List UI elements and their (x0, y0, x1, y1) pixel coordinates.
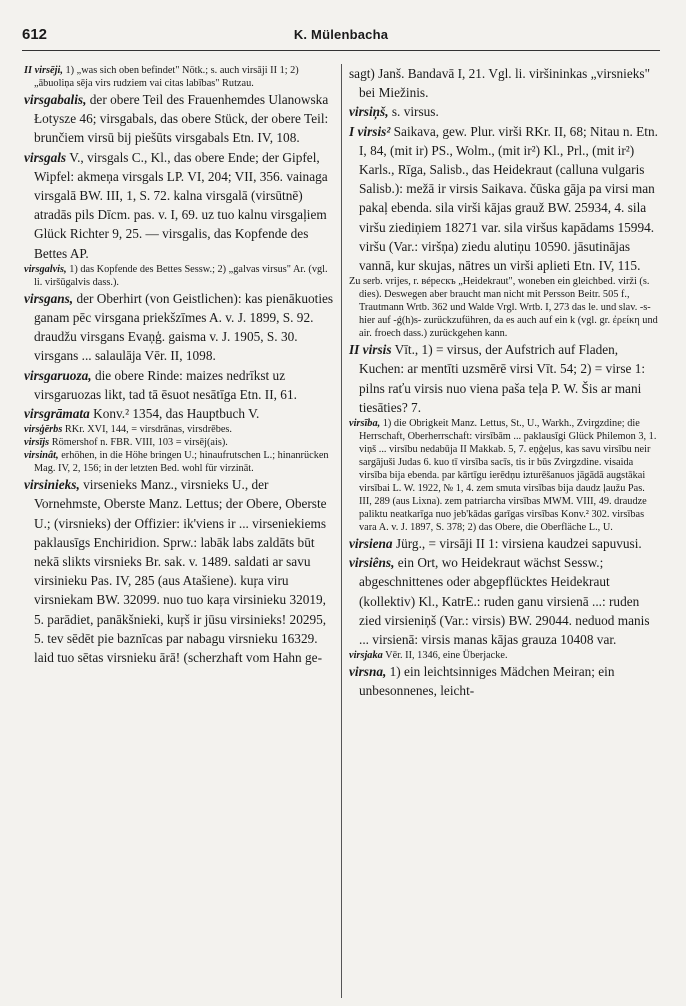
entry-text: 1) das Kopfende des Bettes Sessw.; 2) „galvas virsus" Ar. (vgl. li. viršūgalvis dass.). (34, 263, 328, 288)
entry-text: Römershof n. FBR. VIII, 103 = virsēj(ais). (51, 437, 228, 449)
entry-headword: virsgals (24, 149, 67, 165)
dictionary-entry (24, 475, 334, 667)
dictionary-entry (349, 553, 659, 649)
dictionary-entry (349, 102, 659, 121)
entry-text: Jürg., = virsāji II 1: virsiena kaudzei sapuvusi. (395, 536, 642, 552)
dictionary-entry (349, 662, 659, 700)
entry-headword: virsība, (349, 418, 381, 430)
entry-headword: virsgrāmata (24, 406, 90, 422)
dictionary-entry (24, 148, 334, 263)
entry-headword: virsiêns, (349, 555, 395, 571)
two-column-body (24, 64, 662, 998)
entry-headword: virsgaruoza, (24, 367, 92, 383)
entry-headword: virsgalvis, (24, 263, 67, 275)
dictionary-entry (24, 423, 334, 436)
entry-headword: virsījs (24, 437, 50, 449)
column-divider (341, 64, 342, 998)
entry-headword: virsjaka (349, 650, 383, 662)
entry-headword: virsģērbs (24, 424, 63, 436)
entry-text: s. virsus. (391, 104, 439, 120)
entry-text: Konv.² 1354, das Hauptbuch V. (93, 406, 260, 422)
dictionary-entry (349, 64, 659, 102)
page-number: 612 (22, 26, 48, 43)
entry-headword: II virsis (349, 342, 392, 358)
entry-headword: virsiena (349, 536, 393, 552)
entry-headword: I virsis² (349, 123, 391, 139)
entry-text: V., virsgals C., Kl., das obere Ende; der Gipfel, Wipfel: akmeņa virsgals LP. VI, 204; VII, 356. vainaga virsgalā BW. III, 1, S. 72. kalna virsgalā (virsūtnē) atradās pils Dīcm. pas. v. I, 69. uz tuo kalnu virsgaļiem Glück Richter 9, 25. — virsgalis, das Kopfende des Bettes AP. (34, 149, 328, 261)
dictionary-entry (24, 64, 334, 90)
right-column (349, 64, 659, 701)
dictionary-entry (24, 263, 334, 289)
entry-text: der Oberhirt (von Geistlichen): kas pienākuoties ganam pēc virsgana priekšzīmes A. v. J. 1899, S. 92. draudžu virsgans Evaņģ. gaisma v. J. 1905, S. 30. virsgans ... salaulāja Vēr. II, 1098. (34, 290, 334, 364)
left-column (24, 64, 334, 667)
entry-text: der obere Teil des Frauenhemdes Ulanowska Łotysze 46; virsgabals, das obere Stück, der obere Teil: brunčiem virsū bij piešūts virsgabals Etn. IV, 108. (34, 92, 329, 146)
entry-headword: virsiņš, (349, 104, 389, 120)
dictionary-entry (24, 366, 334, 404)
dictionary-entry (24, 449, 334, 475)
entry-text: 1) die Obrigkeit Manz. Lettus, St., U., Warkh., Zvirgzdine; die Herrschaft, Oberherrschaft: virsībām ... paklausīgi Glück Philemon 3, 1. viņš ... virsību nedabūja II Makkab. 5, 7. eņģeļus, kas savu virsību neir sargājuši Judas 6. kuo tī virsība sacīs, tis ir būs Zvirgzdine. visaida virsība bija ebenda. par kārtīgu ierēdņu izturēšanuos jāgādā augstākai virsībai L. W. 1922, № 1, 4. zem smuta virsības bija daudz ļaužu Pas. III, 289 (aus Lixna). zem patriarcha virsības MWM. VIII, 49. draudze paliktu neatkarīga nuo jeb'kādas garīgas virsības Konv.² 302. virsības vara A. v. J. 1897, S. 378; 2) das Obere, die Oberfläche L., U. (359, 418, 657, 534)
entry-headword: virsinât, (24, 450, 59, 462)
dictionary-entry (24, 404, 334, 423)
dictionary-entry (349, 534, 659, 553)
dictionary-entry (349, 340, 659, 417)
entry-headword: virsgans, (24, 290, 74, 306)
entry-text: Vīt., 1) = virsus, der Aufstrich auf Fladen, Kuchen: ar mentīti uzsmērē virsi Vīt. 54; 2) = virse 1: pilns raťu virsis nuo viena paša teļa P. W. Šis ar mani tiesāties? 7. (359, 342, 646, 415)
dictionary-entry (349, 417, 659, 534)
running-head: K. Mülenbacha (293, 27, 389, 42)
dictionary-entry (24, 289, 334, 366)
dictionary-entry (349, 275, 659, 340)
entry-text: 1) ein leichtsinniges Mädchen Meiran; ein unbesonnenes, leicht- (359, 664, 615, 699)
dictionary-entry (24, 90, 334, 148)
entry-headword: II virsēji, (24, 65, 63, 76)
entry-text: virsenieks Manz., virsnieks U., der Vornehmste, Oberste Manz. Lettus; der Obere, Oberste U.; (virsnieks) der Offizier: ik'viens ir ... virseniekiems paklausīgs Enchiridion. Sprw.: labāk labs zaldāts būt nekā slikts virsnieks Br. sak. v. 1489. saldati ar savu virsinieku Pas. IV, 285 (aus Atašiene). kuŗa viru virsniekam BW. 32099. nuo tuo kaŗa virsinieku 32019, 5. parādiet, panākšnieki, kuŗš ir jūsu virsinieks! 20295, 5. tev sēdēt pie baznīcas par nabagu virsnieku 16329. laid tuo sētas virsnieku ārā! (scherzhaft vom Hahn ge- (34, 477, 327, 666)
entry-text: ein Ort, wo Heidekraut wächst Sessw.; abgeschnittenes oder abgepflücktes Heidekraut (kollektiv) Kl., KatrE.: ruden ganu virsienā ...: ruden zied virsieniņš (Var.: virsis) BW. 29044. neduod manis ... virsienā: virsis manas kājas grauza 10408 var. (359, 555, 650, 648)
entry-headword: virsgabalis, (24, 92, 87, 107)
entry-text: die obere Rinde: maizes nedrīkst uz virsgaruozas likt, tad tā ēsuot nesātīga Etn. II, 61. (34, 367, 297, 402)
dictionary-entry (349, 122, 659, 276)
dictionary-entry (349, 649, 659, 662)
entry-headword: virsna, (349, 664, 387, 680)
entry-text: Zu serb. vrijes, r. вéрескъ „Heidekraut", woneben ein gleichbed. virži (s. dies). Deswegen aber braucht man nicht mit Persson Beitr. 505 f., Trautmann Wrtb. 362 und Walde Vrgl. Wrtb. I, 273 das le. und slav. -s- hier auf -ǵ(h)s- zurückzuführen, da es auch auf ein k (vgl. gr. ἐρείκη und air. froech dass.) zurückgehen kann. (349, 276, 658, 340)
entry-headword: virsinieks, (24, 477, 80, 493)
entry-text: Vēr. II, 1346, eine Überjacke. (385, 650, 508, 662)
entry-text: sagt) Janš. Bandavā I, 21. Vgl. li. viršininkas „virsnieks" bei Miežinis. (349, 66, 650, 101)
entry-text: Saikava, gew. Plur. virši RKr. II, 68; Nitau n. Etn. I, 84, (mit ir) PS., Wolm., (mit ir²) Kl., Prl., (mit ir²) Karls., Rīga, Salisb., das Heidekraut (calluna vulgaris Salisb.): mežā ir virsis Saikava. čūska gāja pa virsi man pakaļ ebenda. sila virši kājas grauž BW. 25934, 4. sila viršu ziediņiem 18271 var. sila viršus kapādams 15994. viršu (Var.: viršņa) ziedu alutiņu 10590. jāsutinājas vannā, kur skujas, nātres un virši aplieti Etn. IV, 115. (359, 123, 658, 274)
page-header (22, 22, 660, 51)
dictionary-entry (24, 436, 334, 449)
entry-text: erhöhen, in die Höhe bringen U.; hinaufrutschen L.; hinanrücken Mag. IV, 2, 156; in der letzten Bed. wohl für virzināt. (34, 450, 329, 475)
entry-text: RKr. XVI, 144, = virsdrānas, virsdrēbes. (64, 424, 233, 436)
entry-text: 1) „was sich oben befindet" Nötk.; s. auch virsāji II 1; 2) „ābuoliņa sēja virs rudziem vai citas labības" Rutzau. (34, 65, 299, 89)
